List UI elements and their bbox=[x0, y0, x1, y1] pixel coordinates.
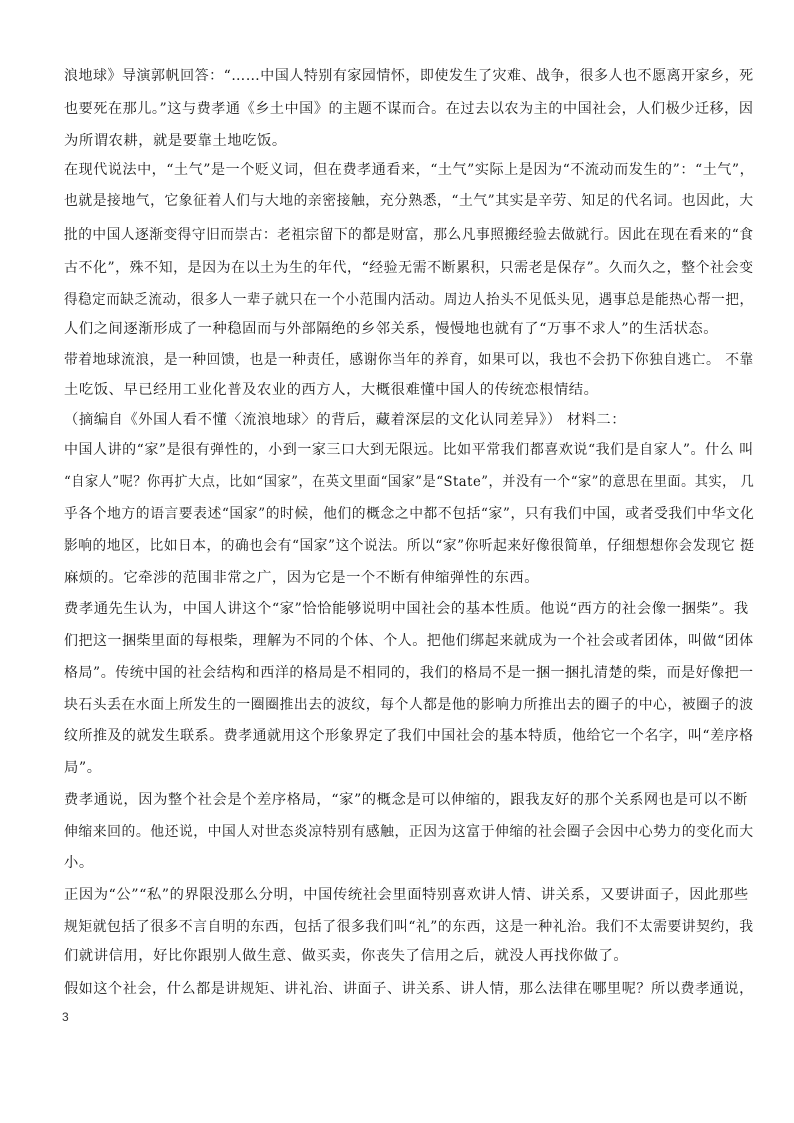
text-line: 也就是接地气，它象征着人们与大地的亲密接触，充分熟悉，“土气”其实是辛劳、知足的代名词。也因此，大 bbox=[64, 193, 754, 209]
text-line: 带着地球流浪，是一种回馈，也是一种责任，感谢你当年的养育，如果可以，我也不会扔下你独自逃亡。 不靠 bbox=[64, 352, 754, 368]
text-line: 块石头丢在水面上所发生的一圈圈推出去的波纹，每个人都是他的影响力所推出去的圈子的中心，被圈子的波 bbox=[64, 697, 754, 713]
text-line: 伸缩来回的。他还说，中国人对世态炎凉特别有感触，正因为这富于伸缩的社会圈子会因中心势力的变化而大 bbox=[64, 824, 754, 840]
text-line: “自家人”呢？你再扩大点，比如“国家”，在英文里面“国家”是“State”，并没有一个“家”的意思在里面。其实， 几 bbox=[64, 474, 755, 490]
text-line: 正因为“公”“私”的界限没那么分明，中国传统社会里面特别喜欢讲人情、讲关系，又要讲面子，因此那些 bbox=[64, 887, 749, 903]
text-line: 费孝通先生认为，中国人讲这个“家”恰恰能够说明中国社会的基本性质。他说“西方的社会像一捆柴”。我 bbox=[64, 601, 749, 617]
text-line: 局”。 bbox=[64, 760, 102, 776]
text-line: 格局”。传统中国的社会结构和西洋的格局是不相同的，我们的格局不是一捆一捆扎清楚的柴，而是好像把一 bbox=[64, 665, 754, 681]
text-line: 古不化”，殊不知，是因为在以土为生的年代，“经验无需不断累积，只需老是保存”。久而久之，整个社会变 bbox=[64, 260, 754, 276]
text-line: 为所谓农耕，就是要靠土地吃饭。 bbox=[64, 133, 287, 149]
text-line: 麻烦的。它牵涉的范围非常之广，因为它是一个不断有伸缩弹性的东西。 bbox=[64, 570, 540, 586]
text-line: 影响的地区，比如日本，的确也会有“国家”这个说法。所以“家”你听起来好像很简单，仔细想想你会发现它 挺 bbox=[64, 538, 755, 554]
text-line: 批的中国人逐渐变得守旧而崇古：老祖宗留下的都是财富，那么凡事照搬经验去做就行。因此在现在看来的“食 bbox=[64, 227, 754, 243]
text-line: 费孝通说，因为整个社会是个差序格局，“家”的概念是可以伸缩的，跟我友好的那个关系网也是可以不断 bbox=[64, 792, 748, 808]
text-line: 纹所推及的就发生联系。费孝通就用这个形象界定了我们中国社会的基本特质，他给它一个名字，叫“差序格 bbox=[64, 728, 754, 744]
text-line: 得稳定而缺乏流动，很多人一辈子就只在一个小范围内活动。周边人抬头不见低头见，遇事总是能热心帮一把， bbox=[64, 292, 754, 308]
text-line: 们就讲信用，好比你跟别人做生意、做买卖，你丧失了信用之后，就没人再找你做了。 bbox=[64, 948, 629, 964]
text-line: 规矩就包括了很多不言自明的东西，包括了很多我们叫“礼”的东西，这是一种礼治。我们不太需要讲契约，我 bbox=[64, 919, 754, 935]
text-line: 们把这一捆柴里面的每根柴，理解为不同的个体、个人。把他们绑起来就成为一个社会或者团体，叫做“团体 bbox=[64, 633, 754, 649]
text-line: 土吃饭、早已经用工业化普及农业的西方人，大概很难懂中国人的传统恋根情结。 bbox=[64, 382, 599, 398]
text-line: 小。 bbox=[64, 855, 94, 871]
page-number: 3 bbox=[62, 1010, 69, 1024]
text-line: 乎各个地方的语言要表述“国家”的时候，他们的概念之中都不包括“家”，只有我们中国，或者受我们中华文化 bbox=[64, 506, 755, 522]
text-line: 中国人讲的“家”是很有弹性的，小到一家三口大到无限远。比如平常我们都喜欢说“我们是自家人”。什么 叫 bbox=[64, 442, 754, 458]
text-line: 浪地球》导演郭帆回答：“……中国人特别有家园情怀，即使发生了灾难、战争，很多人也不愿离开家乡，死 bbox=[64, 68, 754, 84]
text-line: 在现代说法中，“土气”是一个贬义词，但在费孝通看来，“土气”实际上是因为“不流动而发生的”：“土气”， bbox=[64, 162, 755, 178]
text-line: 假如这个社会，什么都是讲规矩、讲礼治、讲面子、讲关系、讲人情，那么法律在哪里呢？所以费孝通说， bbox=[64, 981, 754, 997]
citation-line: （摘编自《外国人看不懂〈流浪地球〉的背后，藏着深层的文化认同差异》） 材料二： bbox=[64, 412, 627, 428]
text-line: 也要死在那儿。”这与费孝通《乡土中国》的主题不谋而合。在过去以农为主的中国社会，人们极少迁移，因 bbox=[64, 101, 754, 117]
text-line: 人们之间逐渐形成了一种稳固而与外部隔绝的乡邻关系，慢慢地也就有了“万事不求人”的生活状态。 bbox=[64, 321, 719, 337]
